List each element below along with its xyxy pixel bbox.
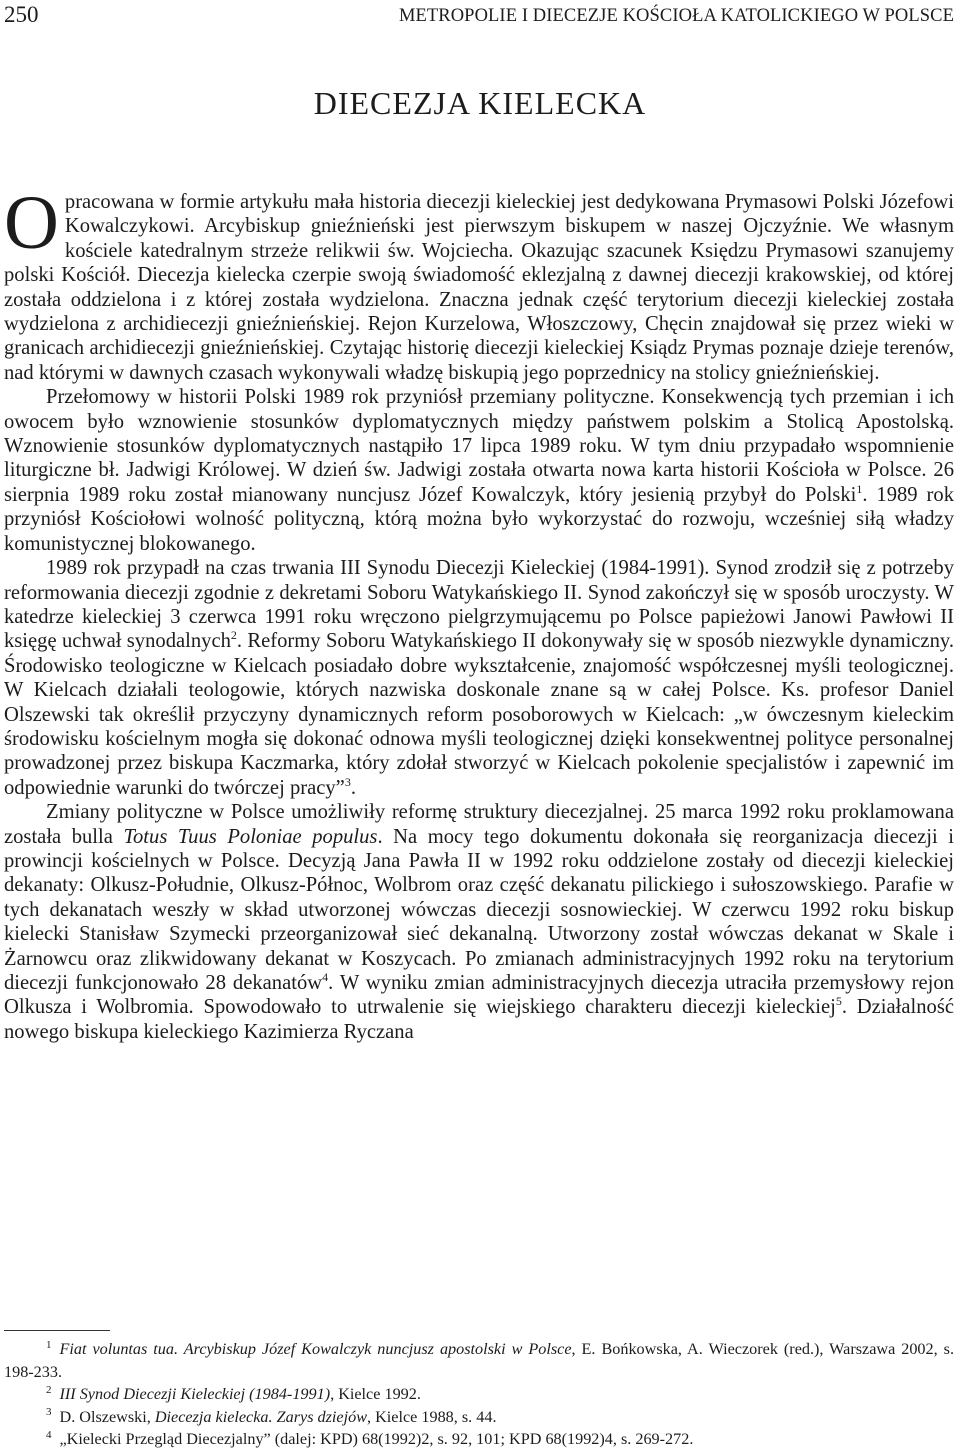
footnote-reference[interactable]: 5 [835, 994, 842, 1009]
running-header [4, 2, 954, 28]
footnote-reference[interactable]: 2 [230, 628, 237, 643]
paragraph [4, 800, 954, 1044]
footnote-number: 1 [46, 1338, 52, 1351]
body-text [4, 181, 954, 1044]
footnote-text: , Kielce 1992. [330, 1385, 421, 1404]
paragraph [4, 556, 954, 800]
footnote-number: 4 [46, 1428, 52, 1441]
footnote [4, 1338, 954, 1383]
bull-title: Totus Tuus Poloniae populus [123, 825, 378, 848]
footnote-text: , E. Bońkowska, A. Wieczorek (red.), Warszawa 2002, s. 198-233. [4, 1340, 954, 1381]
footnote-reference[interactable]: 3 [344, 774, 351, 789]
footnote [4, 1383, 954, 1406]
chapter-title: DIECEZJA KIELECKA [313, 85, 647, 121]
footnote [4, 1428, 954, 1451]
paragraph-text: . Na mocy tego dokumentu dokonała się reorganizacja diecezji i prowincji kościelnych w Polsce. Decyzją Jana Pawła II w 1992 roku oddzielone zostały od diecezji kieleckiej dekanaty: Olkusz-Południe, Olkusz-Północ, Wolbrom oraz część dekanatu pilickiego i sułoszowskiego. Parafie w tych dekanatach weszły w skład utworzonej wówczas diecezji sosnowieckiej. W czerwcu 1992 roku biskup kielecki Stanisław Szymecki przeorganizował sieć dekanalną. Utworzony został wówczas dekanat w Skale i Żarnowcu oraz zlikwidowany dekanat w Koszycach. Po zmianach administracyjnych 1992 roku na terytorium diecezji funkcjonowało 28 dekanatów [4, 825, 954, 994]
footnote-reference[interactable]: 1 [856, 482, 863, 497]
footnote-title: Diecezja kielecka. Zarys dziejów [154, 1407, 368, 1426]
footnote-text: , Kielce 1988, s. 44. [367, 1407, 497, 1426]
footnote-number: 2 [46, 1383, 52, 1396]
paragraph-text: Zmiany polityczne w Polsce umożliwiły reformę struktury diecezjalnej. 25 marca 1992 roku proklamowana została bulla [4, 801, 954, 848]
paragraph-text: . W wyniku zmian administracyjnych diecezja utraciła przemysłowy rejon Olkusza i Wolbromia. Spowodowało to utrwalenie się wiejskiego charakteru diecezji kieleckiej [4, 972, 954, 1019]
footnote-reference[interactable]: 4 [322, 970, 329, 985]
footnote-text: „Kielecki Przegląd Diecezjalny” (dalej: KPD) 68(1992)2, s. 92, 101; KPD 68(1992)4, s. 269-272. [59, 1430, 694, 1449]
footnote-title: Fiat voluntas tua. Arcybiskup Józef Kowalczyk nuncjusz apostolski w Polsce [59, 1340, 572, 1358]
footnote-divider [4, 1330, 110, 1331]
running-title: METROPOLIE I DIECEZJE KOŚCIOŁA KATOLICKIEGO W POLSCE [398, 6, 954, 26]
footnote [4, 1406, 954, 1429]
footnote-title: III Synod Diecezji Kieleckiej (1984-1991) [59, 1385, 331, 1404]
footnote-text: D. Olszewski, [59, 1407, 155, 1426]
paragraph-text: . 1989 rok przyniósł Kościołowi wolność polityczną, którą można było wykorzystać do rozwoju, wcześniej siłą władzy komunistycznej blokowanego. [4, 483, 954, 555]
paragraph-text: . Reformy Soboru Watykańskiego II dokonywały się w sposób niezwykle dynamiczny. Środowisko teologiczne w Kielcach posiadało dobre wykształcenie, znajomość współczesnej myśli teologicznej. W Kielcach działali teologowie, których nazwiska doskonale znane są w całej Polsce. Ks. profesor Daniel Olszewski tak określił przyczyny dynamicznych reform posoborowych w Kielcach: „w ówczesnym kieleckim środowisku kościelnym mogła się dokonać odnowa myśli teologicznej dzięki konsekwentnej polityce personalnej prowadzonej przez biskupa Kaczmarka, który zdołał stworzyć w Kielcach pokolenie specjalistów i zapewnić im odpowiednie warunki do twórczej pracy” [4, 630, 954, 799]
footnote-number: 3 [46, 1406, 52, 1419]
paragraph [4, 181, 954, 385]
paragraph-text: Przełomowy w historii Polski 1989 rok przyniósł przemiany polityczne. Konsekwencją tych przemian i ich owocem było wznowienie stosunków dyplomatycznych między państwem polskim a Stolicą Apostolską. Wznowienie stosunków dyplomatycznych nastąpiło 17 lipca 1989 roku. W tym dniu przypadało wspomnienie liturgiczne bł. Jadwigi Królowej. W dzień św. Jadwigi została otwarta nowa karta historii Kościoła w Polsce. 26 sierpnia 1989 roku został mianowany nuncjusz Józef Kowalczyk, który jesienią przybył do Polski [4, 386, 954, 506]
footnotes [4, 1338, 954, 1451]
paragraph-text: pracowana w formie artykułu mała historia diecezji kieleckiej jest dedykowana Prymasowi Polski Józefowi Kowalczykowi. Arcybiskup gnieźnieński jest pierwszym biskupem w naszej Ojczyźnie. We własnym kościele katedralnym strzeże relikwii św. Wojciecha. Okazując szacunek Księdzu Prymasowi szanujemy polski Kościół. Diecezja kielecka czerpie swoją świadomość eklezjalną z dawnej diecezji krakowskiej, od której została oddzielona i z której została wydzielona. Znaczna jednak część terytorium diecezji kieleckiej została wydzielona z archidiecezji gnieźnieńskiej. Rejon Kurzelowa, Włoszczowy, Chęcin znajdował się przez wieki w granicach archidiecezji gnieźnieńskiej. Czytając historię diecezji kieleckiej Ksiądz Prymas poznaje dzieje terenów, nad którymi w dawnych czasach wykonywali władzę biskupią jego poprzednicy na stolicy gnieźnieńskiej. [4, 191, 954, 384]
paragraph-text: . Działalność nowego biskupa kieleckiego Kazimierza Ryczana [4, 996, 954, 1043]
paragraph [4, 385, 954, 556]
paragraph-text: 1989 rok przypadł na czas trwania III Synodu Diecezji Kieleckiej (1984-1991). Synod zrodził się z potrzeby reformowania diecezji zgodnie z dekretami Soboru Watykańskiego II. Synod zakończył się w sposób uroczysty. W katedrze kieleckiej 3 czerwca 1991 roku wręczono pielgrzymującemu po Polsce papieżowi Janowi Pawłowi II księgę uchwał synodalnych [4, 557, 954, 653]
paragraph-text: . [350, 776, 356, 799]
drop-cap: O [4, 181, 59, 265]
page-number: 250 [4, 2, 39, 27]
